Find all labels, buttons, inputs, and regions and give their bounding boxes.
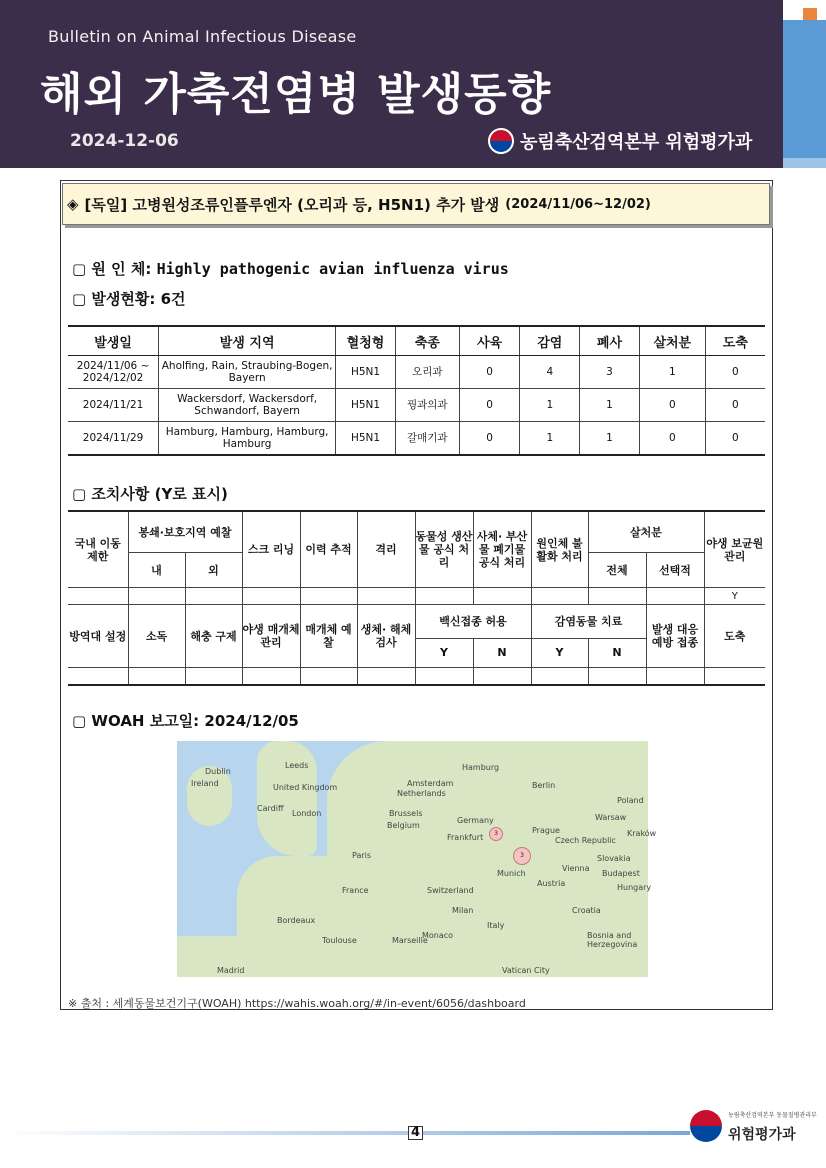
map-label: Toulouse [322, 936, 357, 945]
measure-zone-outside: 외 [185, 553, 242, 588]
col-header: 도축 [705, 326, 765, 356]
map-label: Austria [537, 879, 566, 888]
map-label: Croatia [572, 906, 601, 915]
value-cell [704, 668, 765, 686]
measure-vector-surv: 매개체 예찰 [300, 605, 357, 668]
measure-disinfect: 소독 [128, 605, 185, 668]
table-cell: 1 [580, 389, 640, 422]
measure-wild-reservoir: 야생 보균원 관리 [704, 511, 765, 588]
map-label: Bosnia and Herzegovina [587, 931, 638, 949]
map-label: Amsterdam [407, 779, 454, 788]
measure-screening: 스크 리닝 [242, 511, 300, 588]
table-cell: Hamburg, Hamburg, Hamburg, Hamburg [159, 422, 336, 456]
value-cell [473, 588, 531, 605]
map-label: United Kingdom [273, 783, 338, 792]
map-label: Monaco [422, 931, 454, 940]
value-cell [68, 668, 128, 686]
col-header: 폐사 [580, 326, 640, 356]
map-label: Germany [457, 816, 494, 825]
value-cell [646, 588, 704, 605]
map-label: Netherlands [397, 789, 446, 798]
value-cell [646, 668, 704, 686]
pathogen-label: 원 인 체: [91, 260, 152, 278]
map-label: Slovakia [597, 854, 631, 863]
value-cell [531, 668, 588, 686]
map-label: Italy [487, 921, 505, 930]
col-header: 혈청형 [336, 326, 396, 356]
map-label: Belgium [387, 821, 420, 830]
org-name: 농림축산검역본부 위험평가과 [520, 132, 753, 153]
section-dates: (2024/11/06~12/02) [505, 196, 651, 212]
value-cell [588, 668, 646, 686]
source-note: ※ 출처 : 세계동물보건기구(WOAH) https://wahis.woah.org/#/in-event/6056/dashboard [68, 997, 526, 1010]
measure-culling-all: 전체 [588, 553, 646, 588]
status-line [72, 288, 186, 309]
measure-zone-inside: 내 [128, 553, 185, 588]
table-row [68, 389, 765, 422]
value-cell [531, 588, 588, 605]
value-cell [415, 668, 473, 686]
table-cell: 1 [639, 356, 705, 389]
woah-label: WOAH 보고일: [91, 712, 200, 730]
checkbox-icon: ▢ [72, 290, 87, 308]
map-label: Czech Republic [555, 836, 616, 845]
map-label: Milan [452, 906, 474, 915]
woah-value: 2024/12/05 [204, 712, 299, 730]
measure-trace: 이력 추적 [300, 511, 357, 588]
value-cell [473, 668, 531, 686]
table-cell: 0 [705, 389, 765, 422]
outbreak-table [68, 325, 765, 456]
table-cell: 갈매기과 [395, 422, 459, 456]
col-header: 축종 [395, 326, 459, 356]
measure-wild-vector: 야생 매개체 관리 [242, 605, 300, 668]
map-label: Hungary [617, 883, 652, 892]
measure-product: 동물성 생산물 공식 처리 [415, 511, 473, 588]
section-title: [독일] 고병원성조류인플루엔자 (오리과 등, H5N1) 추가 발생 [84, 195, 500, 214]
footer-org-small: 농림축산검역본부 동물질병관리부 [728, 1112, 817, 1119]
table-row [68, 422, 765, 456]
measure-domestic: 국내 이동 제한 [68, 511, 128, 588]
measure-quarantine: 격리 [357, 511, 415, 588]
table-cell: 0 [705, 422, 765, 456]
value-cell [300, 668, 357, 686]
value-cell [415, 588, 473, 605]
page-title: 해외 가축전염병 발생동향 [40, 69, 552, 120]
col-header: 사육 [459, 326, 520, 356]
table-cell: 4 [520, 356, 580, 389]
table-cell: 2024/11/29 [68, 422, 159, 456]
table-cell: 오리과 [395, 356, 459, 389]
table-cell: 2024/11/06 ~ 2024/12/02 [68, 356, 159, 389]
value-cell [242, 588, 300, 605]
map-label: Cardiff [257, 804, 284, 813]
footer-logo-icon [690, 1110, 722, 1142]
map-label: Ireland [191, 779, 219, 788]
org-logo [488, 128, 752, 154]
table-cell: 2024/11/21 [68, 389, 159, 422]
map-label: Budapest [602, 869, 640, 878]
side-decoration [783, 20, 826, 158]
table-header-row [68, 326, 765, 356]
pathogen-line [72, 258, 509, 279]
table-cell: 0 [639, 389, 705, 422]
map-label: Bordeaux [277, 916, 316, 925]
diamond-icon: ◈ [67, 195, 79, 213]
table-cell: 꿩과의과 [395, 389, 459, 422]
value-cell [185, 668, 242, 686]
measure-carcass-test: 생체· 해체 검사 [357, 605, 415, 668]
value-cell [300, 588, 357, 605]
treatment-n: N [588, 638, 646, 667]
value-cell [357, 588, 415, 605]
map-label: Kraków [627, 829, 657, 838]
table-cell: Wackersdorf, Wackersdorf, Schwandorf, Bayern [159, 389, 336, 422]
land-uk [257, 741, 317, 856]
table-cell: H5N1 [336, 389, 396, 422]
measure-slaughter: 도축 [704, 605, 765, 668]
measure-inactivation: 원인체 불활화 처리 [531, 511, 588, 588]
side-decoration-light [783, 158, 826, 168]
table-cell: 0 [705, 356, 765, 389]
header-banner [0, 0, 783, 168]
table-cell: 1 [580, 422, 640, 456]
map-label: Dublin [205, 767, 231, 776]
map-label: Switzerland [427, 886, 474, 895]
table-cell: 0 [459, 389, 520, 422]
map-label: Vienna [562, 864, 590, 873]
taegeuk-icon [488, 128, 514, 154]
vaccine-n: N [473, 638, 531, 667]
status-label: 발생현황: [91, 290, 156, 308]
value-cell [242, 668, 300, 686]
map-label: Leeds [285, 761, 309, 770]
map-label: Warsaw [595, 813, 627, 822]
section-title-bar [62, 183, 770, 225]
map-label: Frankfurt [447, 833, 484, 842]
map-label: Poland [617, 796, 644, 805]
measure-fence: 방역대 설정 [68, 605, 128, 668]
table-cell: 1 [520, 422, 580, 456]
map-label: London [292, 809, 322, 818]
map-label: Marseille [392, 936, 428, 945]
bulletin-subtitle: Bulletin on Animal Infectious Disease [48, 27, 357, 46]
measure-carcass: 사체· 부산물 폐기물 공식 처리 [473, 511, 531, 588]
status-value: 6건 [160, 290, 186, 308]
measure-vaccine: 백신접종 허용 [415, 605, 531, 639]
checkbox-icon: ▢ [72, 712, 87, 730]
map-label: Brussels [389, 809, 423, 818]
woah-line [72, 710, 299, 731]
wild-reservoir-value: Y [704, 588, 765, 605]
measure-treatment: 감염동물 치료 [531, 605, 646, 639]
map-label: Paris [352, 851, 372, 860]
map-label: Berlin [532, 781, 556, 790]
table-cell: H5N1 [336, 422, 396, 456]
outbreak-marker[interactable]: 3 [489, 827, 503, 841]
measures-title: 조치사항 (Y로 표시) [91, 485, 228, 503]
table-cell: H5N1 [336, 356, 396, 389]
map-label: Vatican City [502, 966, 550, 975]
value-cell [68, 588, 128, 605]
outbreak-marker[interactable]: 3 [513, 847, 531, 865]
measures-table [68, 510, 765, 686]
treatment-y: Y [531, 638, 588, 667]
vaccine-y: Y [415, 638, 473, 667]
table-cell: 3 [580, 356, 640, 389]
col-header: 발생 지역 [159, 326, 336, 356]
table-cell: Aholfing, Rain, Straubing-Bogen, Bayern [159, 356, 336, 389]
checkbox-icon: ▢ [72, 260, 87, 278]
table-cell: 0 [459, 356, 520, 389]
measure-culling-selective: 선택적 [646, 553, 704, 588]
map-label: France [342, 886, 369, 895]
map-label: Hamburg [462, 763, 500, 772]
page-number: 4 [408, 1126, 423, 1140]
pathogen-value: Highly pathogenic avian influenza virus [156, 260, 509, 278]
map-label: Prague [532, 826, 560, 835]
col-header: 감염 [520, 326, 580, 356]
table-cell: 0 [639, 422, 705, 456]
checkbox-icon: ▢ [72, 485, 87, 503]
col-header: 살처분 [639, 326, 705, 356]
issue-date: 2024-12-06 [70, 131, 179, 151]
measure-pest: 해충 구제 [185, 605, 242, 668]
table-row [68, 356, 765, 389]
col-header: 발생일 [68, 326, 159, 356]
value-cell [185, 588, 242, 605]
measures-line [72, 483, 228, 504]
value-cell [128, 588, 185, 605]
footer-org: 위험평가과 [728, 1127, 796, 1143]
value-cell [357, 668, 415, 686]
footer-line [0, 1131, 690, 1135]
value-cell [588, 588, 646, 605]
measure-zone: 봉쇄·보호지역 예찰 [128, 511, 242, 553]
measure-outbreak-vacc: 발생 대응 예방 접종 [646, 605, 704, 668]
measure-culling: 살처분 [588, 511, 704, 553]
table-cell: 0 [459, 422, 520, 456]
map-label: Madrid [217, 966, 245, 975]
outbreak-map[interactable] [177, 741, 657, 977]
table-cell: 1 [520, 389, 580, 422]
map-label: Munich [497, 869, 526, 878]
value-cell [128, 668, 185, 686]
